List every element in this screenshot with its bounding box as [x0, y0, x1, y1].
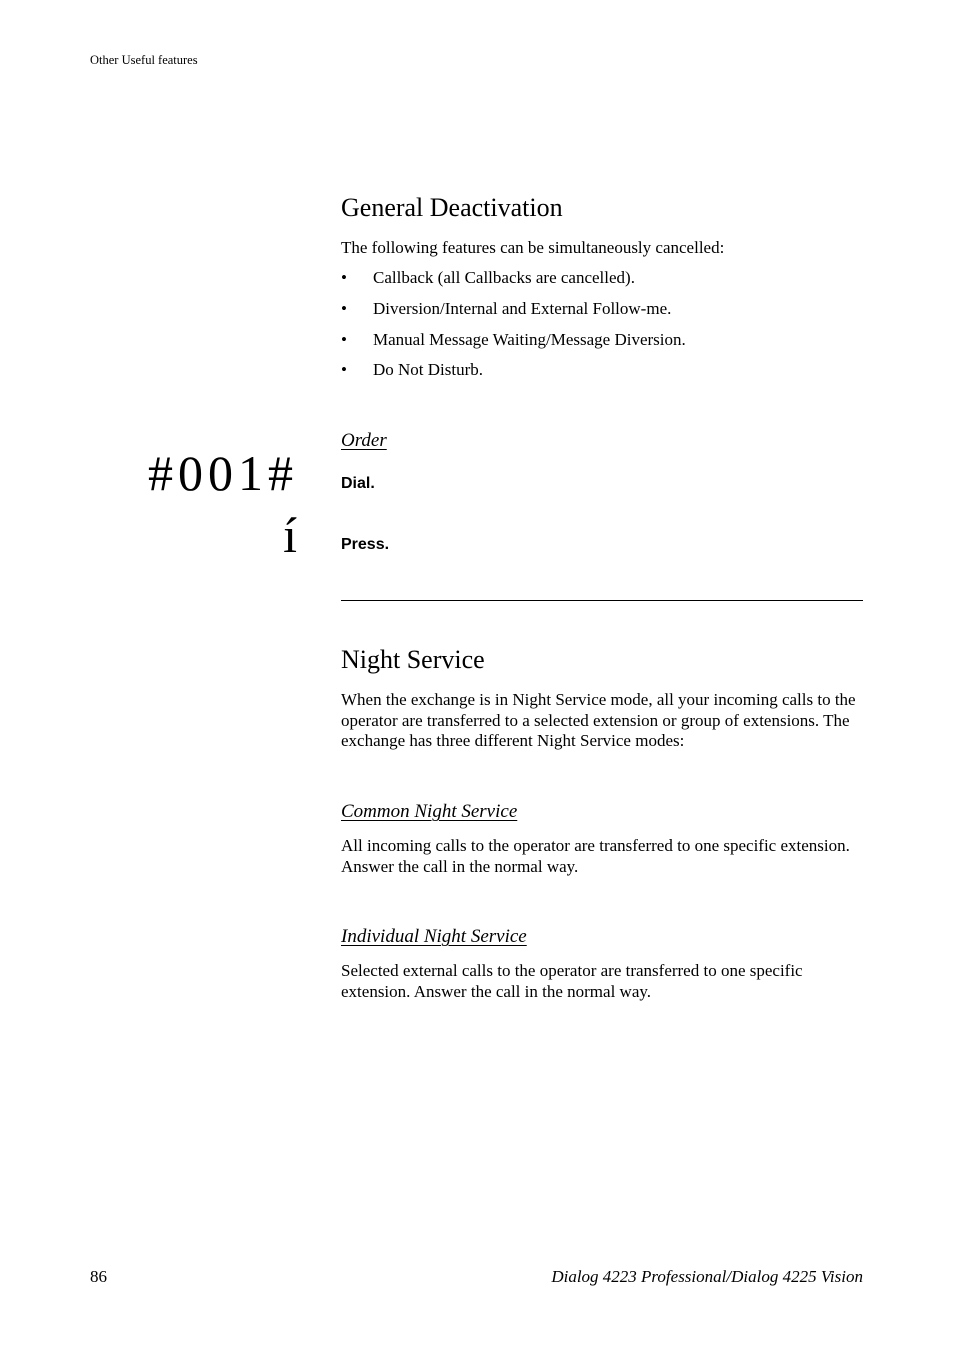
- section-divider: [341, 600, 863, 601]
- night-service-title: Night Service: [341, 645, 485, 674]
- list-item: [341, 330, 686, 350]
- press-instruction: Press.: [341, 536, 390, 553]
- list-item-text: Diversion/Internal and External Follow-me.: [373, 299, 672, 318]
- dial-code: #001#: [148, 445, 298, 501]
- order-heading: Order: [341, 430, 387, 451]
- common-night-service-text: All incoming calls to the operator are transferred to one specific extension. Answer the call in the normal way.: [341, 836, 850, 876]
- common-night-service-heading: Common Night Service: [341, 801, 518, 822]
- footer-title: Dialog 4223 Professional/Dialog 4225 Vision: [551, 1267, 863, 1286]
- running-header: Other Useful features: [90, 53, 198, 67]
- list-item-text: Manual Message Waiting/Message Diversion.: [373, 330, 686, 349]
- general-deactivation-title: General Deactivation: [341, 193, 563, 222]
- list-item-text: Callback (all Callbacks are cancelled).: [373, 268, 635, 287]
- list-item: [341, 360, 483, 380]
- night-service-intro: When the exchange is in Night Service mode, all your incoming calls to the operator are transferred to a selected extension or group of extensions. The exchange has three different Night Service modes:: [341, 690, 856, 750]
- individual-night-service-text: Selected external calls to the operator are transferred to one specific extension. Answer the call in the normal way.: [341, 961, 803, 1001]
- bullet-icon: •: [341, 299, 347, 318]
- clear-key-icon: í: [283, 507, 297, 563]
- bullet-icon: •: [341, 330, 347, 349]
- general-deactivation-intro: The following features can be simultaneously cancelled:: [341, 238, 725, 257]
- bullet-icon: •: [341, 268, 347, 287]
- list-item-text: Do Not Disturb.: [373, 360, 484, 379]
- bullet-icon: •: [341, 360, 347, 379]
- list-item: [341, 299, 671, 319]
- list-item: [341, 268, 635, 288]
- dial-instruction: Dial.: [341, 475, 375, 492]
- individual-night-service-heading: Individual Night Service: [341, 926, 527, 947]
- page-number: 86: [90, 1267, 107, 1286]
